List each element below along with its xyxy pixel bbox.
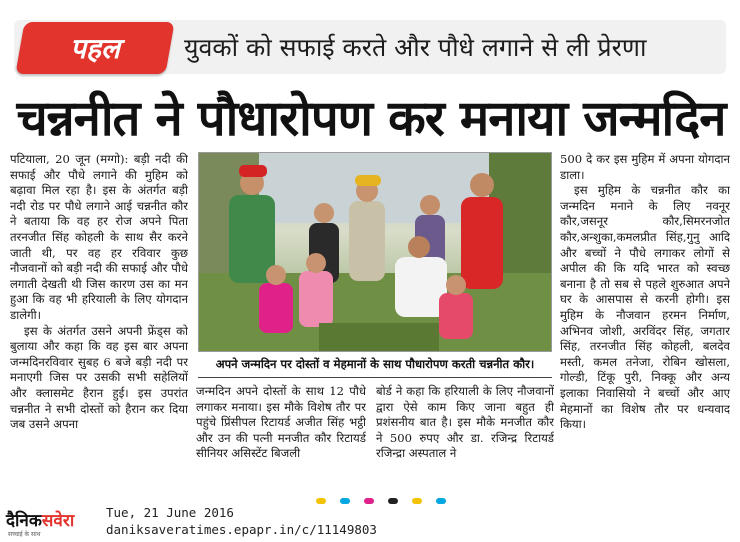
headline: चन्ननीत ने पौधारोपण कर मनाया जन्मदिन xyxy=(16,90,726,147)
photo-caption: अपने जन्मदिन पर दोस्तों व मेहमानों के साथ पौधारोपण करती चन्ननीत कौर। xyxy=(198,352,552,378)
article-column-mid-b xyxy=(376,384,554,498)
registration-dot xyxy=(340,498,350,504)
photo-illustration xyxy=(199,153,552,352)
edition-url[interactable]: daniksaveratimes.epapr.in/c/11149803 xyxy=(106,522,377,537)
article-paragraph: इस के अंतर्गत उसने अपनी फ्रेंड्स को बुलाया और कहा कि वह इस बार अपना जन्मदिनरविवार सुबह 6 बजे बड़ी नदी पर मनाएगी जिस पर उसकी सभी सहेलियों और क्लासमेट हैरान हुई। इस उपरांत चन्ननीत ने सभी दोस्तों को हैरान कर दिया जब उसने अपना xyxy=(10,323,188,432)
logo-tagline: सच्चाई के साथ xyxy=(8,531,41,538)
registration-dot xyxy=(388,498,398,504)
article-column-right xyxy=(560,152,730,498)
article-paragraph: बोर्ड ने कहा कि हरियाली के लिए नौजवानों द्वारा ऐसे काम किए जाना बहुत ही प्रशंसनीय बात है। इस मौके मनजीत कौर ने 500 रुपए और डा. रजिन्द्र रिटायर्ड रजिन्द्रा अस्पताल ने xyxy=(376,384,554,461)
tag-label: पहल xyxy=(70,32,120,65)
logo-part-2: सवेरा xyxy=(41,511,75,531)
article-column-left xyxy=(10,152,188,498)
registration-dot xyxy=(364,498,374,504)
article-column-mid-a xyxy=(196,384,366,498)
article-paragraph: जन्मदिन अपने दोस्तों के साथ 12 पौधे लगाकर मनाया। इस मौके विशेष तौर पर पहुंचे प्रिंसीपल रिटायर्ड अजीत सिंह भट्ठी और उन की पत्नी मनजीत कौर रिटायर्ड सीनियर असिस्टेंट बिजली xyxy=(196,384,366,461)
news-photo xyxy=(198,152,552,352)
logo-part-1: दैनिक xyxy=(6,511,42,531)
article-paragraph: 500 दे कर इस मुहिम में अपना योगदान डाला। xyxy=(560,152,730,182)
article-paragraph: पटियाला, 20 जून (मग्गो): बड़ी नदी की सफाई और पौधे लगाने की मुहिम को बढ़ावा मिल रहा है। इस के अंतर्गत बड़ी नदी रोड पर पौधे लगाने आई चन्ननीत कौर ने बताया कि वह हर रोज अपने पिता तरनजीत सिंह कोहली के साथ सैर करने जाती थी, पर वह हर रविवार कुछ नौजवानों को बड़ी नदी की सफाई और पौधे लगाती देखती थी जिस कारण उस का मन हुआ कि वह भी हरियाली के लिए योगदान डालेगी। xyxy=(10,152,188,322)
registration-dot xyxy=(412,498,422,504)
logo-wordmark xyxy=(6,508,74,531)
edition-date: Tue, 21 June 2016 xyxy=(106,505,234,520)
registration-dot xyxy=(316,498,326,504)
registration-marks xyxy=(316,498,466,506)
registration-dot xyxy=(436,498,446,504)
newspaper-logo xyxy=(6,508,102,540)
article-paragraph: इस मुहिम के चन्ननीत कौर का जन्मदिन मनाने के लिए नवनूर कौर,जसनूर कौर,सिमरनजोत कौर,अन्शुका,कमलप्रीत सिंह,गुनु आदि और बच्चों ने पौधे लगाकर लोगों से अपील की कि यदि भारत को स्वच्छ बनाना है तो सब से पहले शुरुआत अपने घर के आसपास से करनी होगी। इस मुहिम के नौजवान हरमन निर्माण, अभिनव जोशी, अरविंदर सिंह, जगतार सिंह, तरनजीत सिंह कोहली, बलदेव मस्ती, कमल तनेजा, रोबिन खोसला, गोल्डी, टिंकू पुरी, निक्कू और अन्य इलाका निवासियो ने बच्चों और आए मेहमानों का विशेष तौर पर धन्यवाद किया। xyxy=(560,183,730,432)
kicker-text: युवकों को सफाई करते और पौधे लगाने से ली प्रेरणा xyxy=(184,33,647,62)
